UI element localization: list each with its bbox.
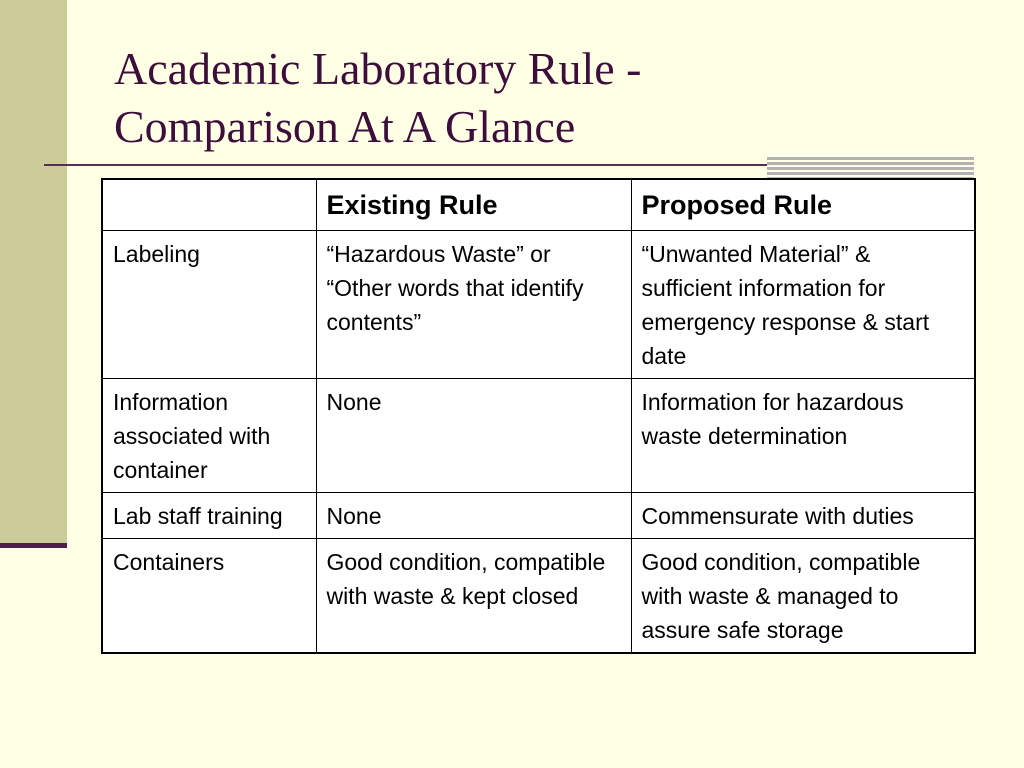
slide-title <box>114 40 974 156</box>
slide-title-line-2: Comparison At A Glance <box>114 101 576 152</box>
proposed-rule-cell: Commensurate with duties <box>631 493 975 539</box>
row-label-cell: Containers <box>102 539 316 654</box>
proposed-rule-cell: Information for hazardous waste determination <box>631 379 975 493</box>
existing-rule-cell: None <box>316 379 631 493</box>
slide-title-line-1: Academic Laboratory Rule - <box>114 43 642 94</box>
header-cell-existing-rule: Existing Rule <box>316 179 631 231</box>
comparison-table <box>101 178 976 654</box>
row-label-cell: Information associated with container <box>102 379 316 493</box>
table-row <box>102 379 975 493</box>
existing-rule-cell: Good condition, compatible with waste & kept closed <box>316 539 631 654</box>
header-cell-proposed-rule: Proposed Rule <box>631 179 975 231</box>
existing-rule-cell: “Hazardous Waste” or “Other words that identify contents” <box>316 231 631 379</box>
row-label-cell: Labeling <box>102 231 316 379</box>
decorative-stripes <box>767 157 974 179</box>
table-row <box>102 231 975 379</box>
table-header-row <box>102 179 975 231</box>
left-accent-line <box>0 543 67 548</box>
row-label-cell: Lab staff training <box>102 493 316 539</box>
header-cell-empty <box>102 179 316 231</box>
proposed-rule-cell: “Unwanted Material” & sufficient information for emergency response & start date <box>631 231 975 379</box>
table-row <box>102 493 975 539</box>
proposed-rule-cell: Good condition, compatible with waste & managed to assure safe storage <box>631 539 975 654</box>
left-decorative-bar <box>0 0 67 545</box>
existing-rule-cell: None <box>316 493 631 539</box>
table-row <box>102 539 975 654</box>
